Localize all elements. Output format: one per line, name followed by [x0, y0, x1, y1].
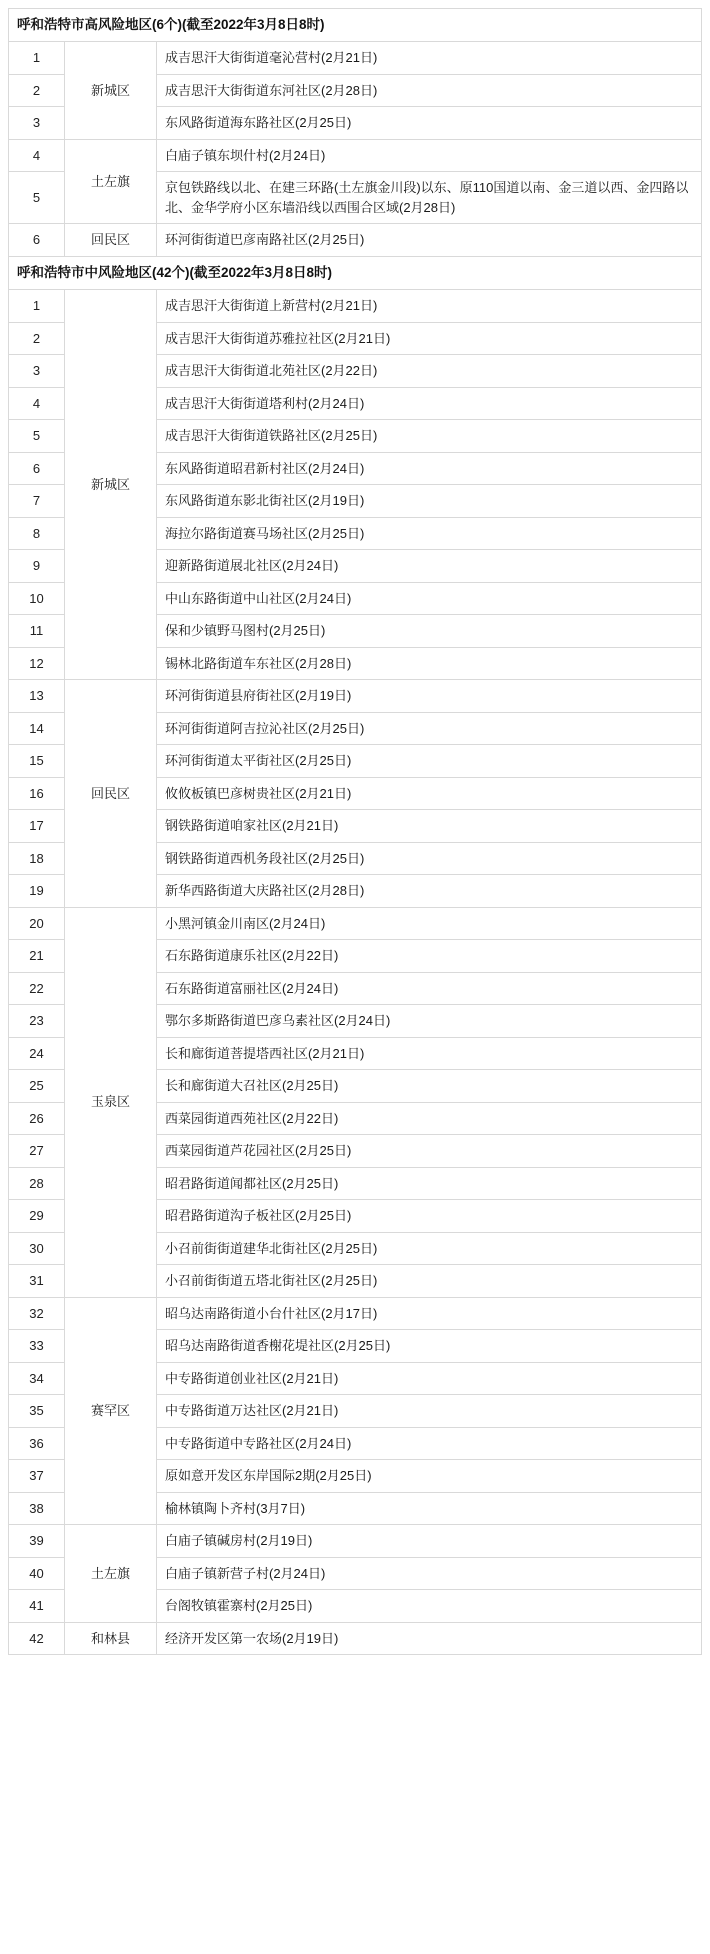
row-index: 11: [9, 615, 65, 648]
row-index: 5: [9, 172, 65, 224]
location-entry: 中专路街道中专路社区(2月24日): [157, 1427, 702, 1460]
table-row: [9, 139, 702, 172]
row-index: 38: [9, 1492, 65, 1525]
location-entry: 中山东路街道中山社区(2月24日): [157, 582, 702, 615]
district-name: 土左旗: [65, 139, 157, 224]
section-header-row: [9, 9, 702, 42]
location-entry: 中专路街道创业社区(2月21日): [157, 1362, 702, 1395]
location-entry: 成吉思汗大街街道上新营村(2月21日): [157, 290, 702, 323]
location-entry: 白庙子镇碱房村(2月19日): [157, 1525, 702, 1558]
row-index: 3: [9, 107, 65, 140]
location-entry: 环河街街道巴彦南路社区(2月25日): [157, 224, 702, 257]
location-entry: 成吉思汗大街街道东河社区(2月28日): [157, 74, 702, 107]
location-entry: 原如意开发区东岸国际2期(2月25日): [157, 1460, 702, 1493]
row-index: 4: [9, 139, 65, 172]
location-entry: 攸攸板镇巴彦树贵社区(2月21日): [157, 777, 702, 810]
row-index: 12: [9, 647, 65, 680]
row-index: 39: [9, 1525, 65, 1558]
row-index: 4: [9, 387, 65, 420]
row-index: 1: [9, 290, 65, 323]
row-index: 41: [9, 1590, 65, 1623]
location-entry: 中专路街道万达社区(2月21日): [157, 1395, 702, 1428]
table-row: [9, 1297, 702, 1330]
row-index: 33: [9, 1330, 65, 1363]
row-index: 2: [9, 74, 65, 107]
row-index: 21: [9, 940, 65, 973]
district-name: 回民区: [65, 224, 157, 257]
row-index: 28: [9, 1167, 65, 1200]
row-index: 14: [9, 712, 65, 745]
location-entry: 海拉尔路街道赛马场社区(2月25日): [157, 517, 702, 550]
location-entry: 白庙子镇东坝什村(2月24日): [157, 139, 702, 172]
table-row: [9, 42, 702, 75]
location-entry: 成吉思汗大街街道苏雅拉社区(2月21日): [157, 322, 702, 355]
location-entry: 昭君路街道沟子板社区(2月25日): [157, 1200, 702, 1233]
row-index: 6: [9, 452, 65, 485]
row-index: 42: [9, 1622, 65, 1655]
location-entry: 经济开发区第一农场(2月19日): [157, 1622, 702, 1655]
risk-area-table: [8, 8, 702, 1655]
location-entry: 昭乌达南路街道香榭花堤社区(2月25日): [157, 1330, 702, 1363]
row-index: 10: [9, 582, 65, 615]
location-entry: 环河街街道县府街社区(2月19日): [157, 680, 702, 713]
location-entry: 西菜园街道西苑社区(2月22日): [157, 1102, 702, 1135]
row-index: 40: [9, 1557, 65, 1590]
location-entry: 榆林镇陶卜齐村(3月7日): [157, 1492, 702, 1525]
location-entry: 钢铁路街道咱家社区(2月21日): [157, 810, 702, 843]
district-name: 新城区: [65, 290, 157, 680]
location-entry: 石东路街道康乐社区(2月22日): [157, 940, 702, 973]
row-index: 3: [9, 355, 65, 388]
district-name: 回民区: [65, 680, 157, 908]
row-index: 2: [9, 322, 65, 355]
section-title: 呼和浩特市高风险地区(6个)(截至2022年3月8日8时): [9, 9, 702, 42]
row-index: 37: [9, 1460, 65, 1493]
section-header-row: [9, 256, 702, 289]
location-entry: 白庙子镇新营子村(2月24日): [157, 1557, 702, 1590]
row-index: 15: [9, 745, 65, 778]
location-entry: 环河街街道阿吉拉沁社区(2月25日): [157, 712, 702, 745]
table-row: [9, 1525, 702, 1558]
row-index: 20: [9, 907, 65, 940]
location-entry: 迎新路街道展北社区(2月24日): [157, 550, 702, 583]
row-index: 29: [9, 1200, 65, 1233]
row-index: 13: [9, 680, 65, 713]
location-entry: 小召前街街道建华北街社区(2月25日): [157, 1232, 702, 1265]
location-entry: 东风路街道海东路社区(2月25日): [157, 107, 702, 140]
location-entry: 成吉思汗大街街道北苑社区(2月22日): [157, 355, 702, 388]
row-index: 26: [9, 1102, 65, 1135]
table-row: [9, 680, 702, 713]
row-index: 6: [9, 224, 65, 257]
location-entry: 小黑河镇金川南区(2月24日): [157, 907, 702, 940]
location-entry: 钢铁路街道西机务段社区(2月25日): [157, 842, 702, 875]
row-index: 19: [9, 875, 65, 908]
location-entry: 新华西路街道大庆路社区(2月28日): [157, 875, 702, 908]
row-index: 1: [9, 42, 65, 75]
row-index: 5: [9, 420, 65, 453]
row-index: 17: [9, 810, 65, 843]
location-entry: 台阁牧镇霍寨村(2月25日): [157, 1590, 702, 1623]
location-entry: 成吉思汗大街街道毫沁营村(2月21日): [157, 42, 702, 75]
location-entry: 保和少镇野马图村(2月25日): [157, 615, 702, 648]
location-entry: 长和廊街道大召社区(2月25日): [157, 1070, 702, 1103]
district-name: 玉泉区: [65, 907, 157, 1297]
location-entry: 石东路街道富丽社区(2月24日): [157, 972, 702, 1005]
location-entry: 京包铁路线以北、在建三环路(土左旗金川段)以东、原110国道以南、金三道以西、金四路以北、金华学府小区东墙沿线以西围合区域(2月28日): [157, 172, 702, 224]
row-index: 27: [9, 1135, 65, 1168]
district-name: 土左旗: [65, 1525, 157, 1623]
row-index: 25: [9, 1070, 65, 1103]
row-index: 16: [9, 777, 65, 810]
table-row: [9, 907, 702, 940]
row-index: 35: [9, 1395, 65, 1428]
location-entry: 昭乌达南路街道小台什社区(2月17日): [157, 1297, 702, 1330]
location-entry: 东风路街道昭君新村社区(2月24日): [157, 452, 702, 485]
row-index: 24: [9, 1037, 65, 1070]
table-row: [9, 290, 702, 323]
row-index: 7: [9, 485, 65, 518]
location-entry: 西菜园街道芦花园社区(2月25日): [157, 1135, 702, 1168]
location-entry: 成吉思汗大街街道铁路社区(2月25日): [157, 420, 702, 453]
table-row: [9, 224, 702, 257]
table-row: [9, 1622, 702, 1655]
row-index: 31: [9, 1265, 65, 1298]
location-entry: 鄂尔多斯路街道巴彦乌素社区(2月24日): [157, 1005, 702, 1038]
section-title: 呼和浩特市中风险地区(42个)(截至2022年3月8日8时): [9, 256, 702, 289]
row-index: 8: [9, 517, 65, 550]
district-name: 新城区: [65, 42, 157, 140]
location-entry: 环河街街道太平街社区(2月25日): [157, 745, 702, 778]
row-index: 30: [9, 1232, 65, 1265]
location-entry: 长和廊街道菩提塔西社区(2月21日): [157, 1037, 702, 1070]
district-name: 和林县: [65, 1622, 157, 1655]
row-index: 23: [9, 1005, 65, 1038]
row-index: 9: [9, 550, 65, 583]
location-entry: 昭君路街道闻都社区(2月25日): [157, 1167, 702, 1200]
row-index: 34: [9, 1362, 65, 1395]
district-name: 赛罕区: [65, 1297, 157, 1525]
location-entry: 成吉思汗大街街道塔利村(2月24日): [157, 387, 702, 420]
location-entry: 小召前街街道五塔北街社区(2月25日): [157, 1265, 702, 1298]
location-entry: 锡林北路街道车东社区(2月28日): [157, 647, 702, 680]
location-entry: 东风路街道东影北街社区(2月19日): [157, 485, 702, 518]
row-index: 18: [9, 842, 65, 875]
row-index: 36: [9, 1427, 65, 1460]
row-index: 22: [9, 972, 65, 1005]
row-index: 32: [9, 1297, 65, 1330]
